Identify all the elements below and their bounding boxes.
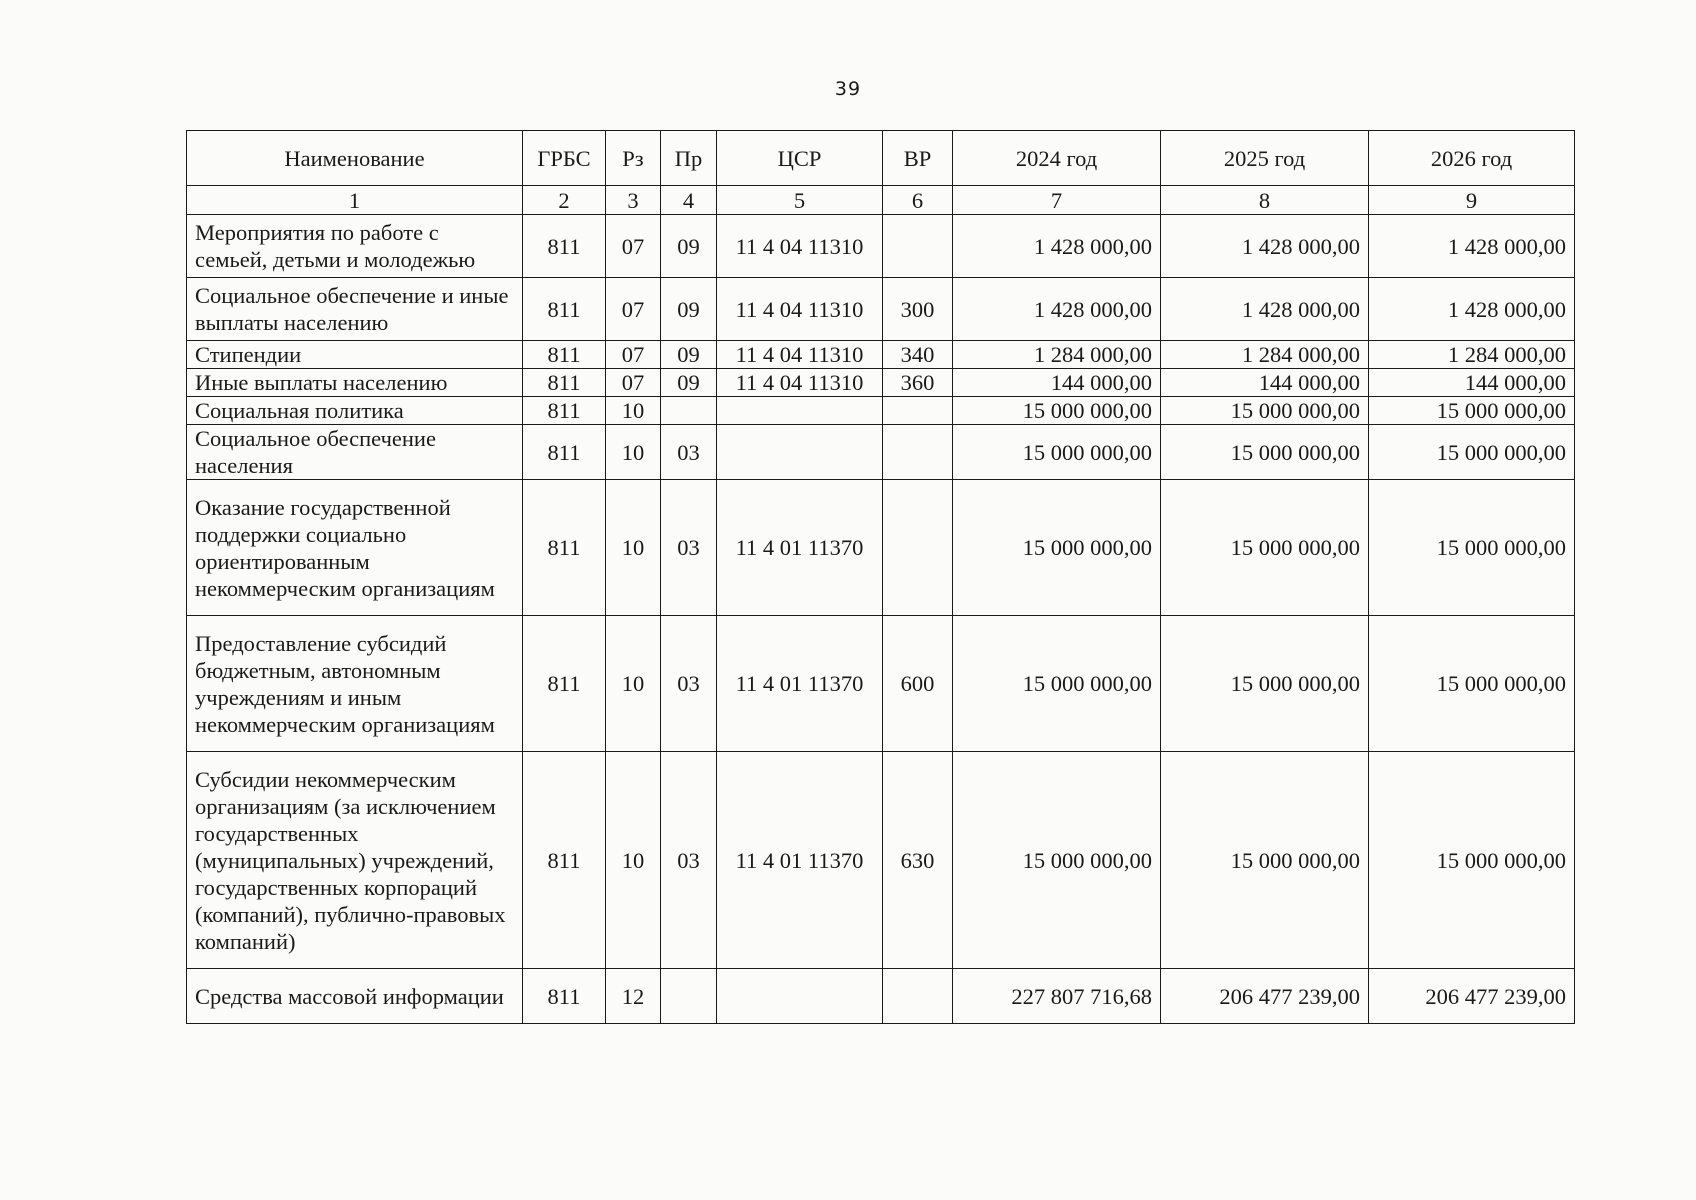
table-row	[187, 397, 1575, 425]
row-csr: 11 4 01 11370	[717, 480, 883, 616]
row-pr: 03	[661, 752, 717, 969]
row-csr	[717, 397, 883, 425]
row-2024: 1 428 000,00	[953, 215, 1161, 278]
row-csr: 11 4 01 11370	[717, 752, 883, 969]
row-vr: 360	[883, 369, 953, 397]
row-2025: 15 000 000,00	[1161, 397, 1369, 425]
column-number: 5	[717, 186, 883, 215]
row-grbs: 811	[523, 616, 606, 752]
row-vr	[883, 397, 953, 425]
row-name: Средства массовой информации	[187, 969, 523, 1024]
row-2024: 15 000 000,00	[953, 752, 1161, 969]
row-pr: 03	[661, 480, 717, 616]
row-name: Социальное обеспечение населения	[187, 425, 523, 480]
row-2025: 1 428 000,00	[1161, 278, 1369, 341]
page-number: 39	[834, 78, 862, 100]
row-2026: 15 000 000,00	[1369, 616, 1575, 752]
row-2025: 15 000 000,00	[1161, 480, 1369, 616]
row-2025: 1 428 000,00	[1161, 215, 1369, 278]
table-row	[187, 969, 1575, 1024]
row-pr: 09	[661, 369, 717, 397]
row-rz: 07	[606, 278, 661, 341]
header-vr: ВР	[883, 131, 953, 186]
column-number-row	[187, 186, 1575, 215]
row-pr: 09	[661, 215, 717, 278]
row-rz: 10	[606, 480, 661, 616]
row-2025: 15 000 000,00	[1161, 616, 1369, 752]
row-csr: 11 4 04 11310	[717, 369, 883, 397]
row-csr: 11 4 04 11310	[717, 341, 883, 369]
row-csr: 11 4 04 11310	[717, 278, 883, 341]
header-pr: Пр	[661, 131, 717, 186]
table-row	[187, 480, 1575, 616]
column-number: 3	[606, 186, 661, 215]
row-name: Стипендии	[187, 341, 523, 369]
table-row	[187, 369, 1575, 397]
row-rz: 12	[606, 969, 661, 1024]
row-2026: 15 000 000,00	[1369, 480, 1575, 616]
row-grbs: 811	[523, 480, 606, 616]
column-number: 1	[187, 186, 523, 215]
row-2026: 15 000 000,00	[1369, 397, 1575, 425]
row-2024: 15 000 000,00	[953, 480, 1161, 616]
row-name: Социальное обеспечение и иные выплаты населению	[187, 278, 523, 341]
table-row	[187, 425, 1575, 480]
row-name: Оказание государственной поддержки социально ориентированным некоммерческим организациям	[187, 480, 523, 616]
row-rz: 07	[606, 369, 661, 397]
row-pr: 09	[661, 278, 717, 341]
row-2024: 1 284 000,00	[953, 341, 1161, 369]
row-csr	[717, 969, 883, 1024]
row-2024: 144 000,00	[953, 369, 1161, 397]
header-2024: 2024 год	[953, 131, 1161, 186]
row-2026: 206 477 239,00	[1369, 969, 1575, 1024]
row-2024: 15 000 000,00	[953, 616, 1161, 752]
column-number: 9	[1369, 186, 1575, 215]
row-vr: 340	[883, 341, 953, 369]
table-row	[187, 278, 1575, 341]
row-2025: 1 284 000,00	[1161, 341, 1369, 369]
row-2024: 15 000 000,00	[953, 425, 1161, 480]
header-csr: ЦСР	[717, 131, 883, 186]
column-number: 4	[661, 186, 717, 215]
row-pr: 03	[661, 425, 717, 480]
row-vr	[883, 215, 953, 278]
row-2026: 15 000 000,00	[1369, 752, 1575, 969]
row-rz: 10	[606, 425, 661, 480]
row-rz: 07	[606, 341, 661, 369]
row-2024: 227 807 716,68	[953, 969, 1161, 1024]
row-2026: 15 000 000,00	[1369, 425, 1575, 480]
row-name: Социальная политика	[187, 397, 523, 425]
row-grbs: 811	[523, 369, 606, 397]
row-vr	[883, 969, 953, 1024]
row-pr: 09	[661, 341, 717, 369]
column-number: 2	[523, 186, 606, 215]
header-name: Наименование	[187, 131, 523, 186]
row-vr: 600	[883, 616, 953, 752]
row-grbs: 811	[523, 278, 606, 341]
row-pr: 03	[661, 616, 717, 752]
row-csr: 11 4 04 11310	[717, 215, 883, 278]
row-name: Субсидии некоммерческим организациям (за исключением государственных (муниципальных) учреждений, государственных корпораций (компаний), публично-правовых компаний)	[187, 752, 523, 969]
row-2026: 1 284 000,00	[1369, 341, 1575, 369]
row-grbs: 811	[523, 425, 606, 480]
row-2024: 15 000 000,00	[953, 397, 1161, 425]
row-name: Иные выплаты населению	[187, 369, 523, 397]
row-2025: 144 000,00	[1161, 369, 1369, 397]
row-csr	[717, 425, 883, 480]
row-2025: 15 000 000,00	[1161, 752, 1369, 969]
header-row	[187, 131, 1575, 186]
row-2026: 1 428 000,00	[1369, 278, 1575, 341]
row-2026: 1 428 000,00	[1369, 215, 1575, 278]
row-grbs: 811	[523, 969, 606, 1024]
row-name: Мероприятия по работе с семьей, детьми и молодежью	[187, 215, 523, 278]
row-rz: 10	[606, 397, 661, 425]
row-rz: 10	[606, 752, 661, 969]
row-2025: 15 000 000,00	[1161, 425, 1369, 480]
row-pr	[661, 969, 717, 1024]
row-grbs: 811	[523, 752, 606, 969]
row-2026: 144 000,00	[1369, 369, 1575, 397]
column-number: 6	[883, 186, 953, 215]
row-csr: 11 4 01 11370	[717, 616, 883, 752]
table-row	[187, 215, 1575, 278]
row-2025: 206 477 239,00	[1161, 969, 1369, 1024]
row-pr	[661, 397, 717, 425]
header-rz: Рз	[606, 131, 661, 186]
header-2026: 2026 год	[1369, 131, 1575, 186]
row-2024: 1 428 000,00	[953, 278, 1161, 341]
row-rz: 10	[606, 616, 661, 752]
row-rz: 07	[606, 215, 661, 278]
column-number: 8	[1161, 186, 1369, 215]
row-vr	[883, 480, 953, 616]
row-vr: 630	[883, 752, 953, 969]
column-number: 7	[953, 186, 1161, 215]
header-2025: 2025 год	[1161, 131, 1369, 186]
table-row	[187, 752, 1575, 969]
row-vr	[883, 425, 953, 480]
row-vr: 300	[883, 278, 953, 341]
table-row	[187, 616, 1575, 752]
table-row	[187, 341, 1575, 369]
budget-table	[186, 130, 1575, 1024]
row-grbs: 811	[523, 397, 606, 425]
row-grbs: 811	[523, 341, 606, 369]
header-grbs: ГРБС	[523, 131, 606, 186]
row-name: Предоставление субсидий бюджетным, автономным учреждениям и иным некоммерческим организациям	[187, 616, 523, 752]
row-grbs: 811	[523, 215, 606, 278]
